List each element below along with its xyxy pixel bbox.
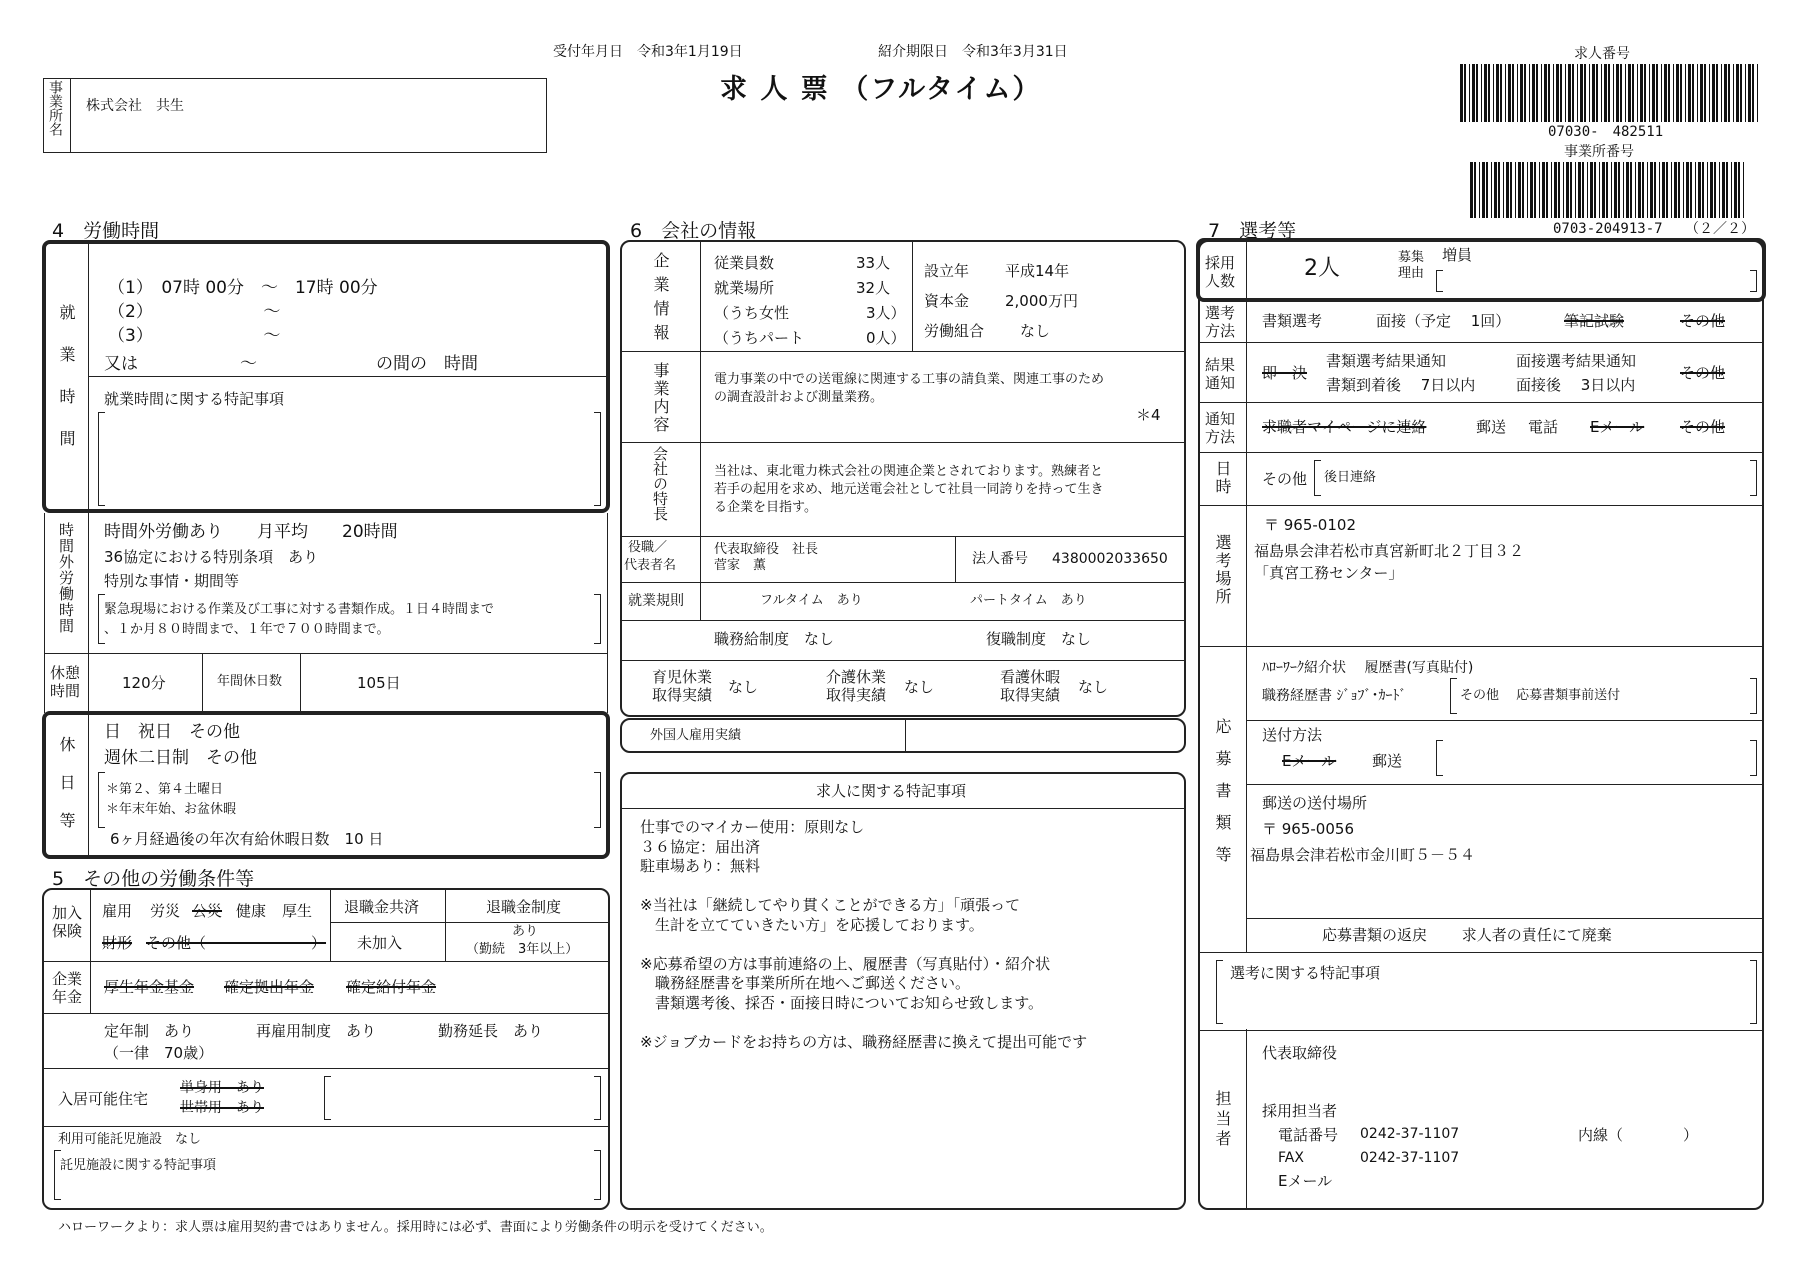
nursing-leave-label-1: 介護休業 (826, 668, 887, 686)
retirement-mutual: 未加入 (357, 934, 403, 952)
documents-1: ﾊﾛｰﾜｰｸ紹介状 履歴書(写真貼付) (1262, 660, 1474, 676)
insurance-public: 公災 (192, 902, 223, 920)
hours-shift-2: （2） ～ (108, 302, 281, 322)
housing-single: 単身用 あり (180, 1080, 264, 1096)
work-rules-full: フルタイム あり (760, 593, 863, 608)
days-off-3: ＊第２、第４土曜日 (106, 782, 224, 797)
phone: 0242-37-1107 (1360, 1126, 1460, 1142)
fax: 0242-37-1107 (1360, 1150, 1460, 1166)
phone-label: 電話番号 (1278, 1126, 1339, 1144)
insurance-health: 健康 (236, 902, 267, 920)
nursing-leave-label-2: 取得実績 (826, 686, 887, 704)
rehire-system: 再雇用制度 あり (256, 1022, 377, 1040)
place-building: 「真宮工務センター」 (1254, 564, 1404, 582)
notice-phone: 電話 (1528, 418, 1559, 436)
pension-db: 確定給付年金 (346, 978, 437, 996)
mail-zip: 〒 965-0056 (1262, 820, 1354, 838)
send-method-label: 送付方法 (1262, 726, 1323, 744)
company-name-box (43, 78, 547, 153)
job-number-label: 求人番号 (1574, 46, 1630, 62)
business-1: 電力事業の中での送電線に関連する工事の請負業、関連工事のため (714, 372, 1105, 387)
employees-label: 従業員数 (714, 254, 775, 272)
documents-2: 職務経歴書 ｼﾞｮﾌﾞ･ｶｰﾄﾞ (1262, 688, 1407, 704)
special-conditions-2: 、１か月８０時間まで、１年で７００時間まで。 (104, 622, 390, 637)
part-time-label: （うちパート (714, 329, 805, 347)
part-time: 0人） (866, 329, 906, 347)
corporate-number-label: 法人番号 (972, 551, 1028, 567)
housing-label: 入居可能住宅 (58, 1090, 149, 1108)
insurance-label: 加入保険 (52, 904, 83, 940)
break-label: 休憩時間 (50, 664, 81, 700)
result-immediate: 即 決 (1262, 364, 1308, 382)
childcare-leave-label-2: 取得実績 (652, 686, 713, 704)
result-docs-days: 書類到着後 7日以内 (1326, 376, 1476, 394)
office-number: 0703-204913-7 (1553, 221, 1663, 237)
datetime: 後日連絡 (1324, 470, 1377, 485)
hours-shift-3: （3） ～ (108, 326, 281, 346)
notice-mypage: 求職者マイページに連絡 (1262, 418, 1427, 436)
insurance-accident: 労災 (150, 902, 181, 920)
features-2: 若手の起用を求め、地元送電会社として社員一同誇りを持って生き (714, 482, 1104, 497)
office-number-barcode (1470, 162, 1748, 218)
send-email: Eメール (1282, 752, 1337, 770)
notice-mail: 郵送 (1476, 418, 1507, 436)
job-notes-title: 求人に関する特記事項 (816, 782, 967, 800)
result-docs: 書類選考結果通知 (1326, 352, 1447, 370)
contact-label: 担当者 (1213, 1090, 1232, 1150)
work-hours-notes-label: 就業時間に関する特記事項 (104, 390, 285, 408)
retirement-mutual-label: 退職金共済 (344, 898, 420, 916)
women-label: （うち女性 (714, 304, 790, 322)
method-written: 筆記試験 (1564, 312, 1625, 330)
nursing-leave: なし (904, 678, 935, 696)
hires: 2人 (1304, 256, 1340, 281)
representative-name: 菅家 薫 (714, 558, 767, 573)
foreign-employment-label: 外国人雇用実績 (650, 728, 742, 743)
place-address: 福島県会津若松市真宮新町北２丁目３２ (1254, 542, 1525, 560)
break-time: 120分 (122, 674, 166, 692)
result-interview-days: 面接後 3日以内 (1516, 376, 1636, 394)
childcare-facility: 利用可能託児施設 なし (58, 1132, 202, 1147)
method-documents: 書類選考 (1262, 312, 1323, 330)
days-off-4: ＊年末年始、お盆休暇 (106, 802, 237, 817)
company-name-label: 事業所名 (47, 80, 63, 136)
mail-address: 福島県会津若松市金川町５－５４ (1250, 846, 1476, 864)
pension-label: 企業年金 (52, 970, 83, 1006)
office-number-label: 事業所番号 (1564, 144, 1634, 160)
retirement-system-label: 退職金制度 (486, 898, 562, 916)
insurance-pension: 厚生 (282, 902, 313, 920)
method-interview: 面接（予定 1回） (1376, 312, 1511, 330)
union: なし (1020, 322, 1051, 340)
pension-dc: 確定拠出年金 (224, 978, 315, 996)
site-employees-label: 就業場所 (714, 279, 775, 297)
retirement-system-years: （勤続 3年以上） (466, 942, 579, 957)
pension-fund: 厚生年金基金 (104, 978, 195, 996)
contact-title: 代表取締役 (1262, 1044, 1338, 1062)
days-off-label: 休日等 (57, 736, 76, 850)
section-4-title: 4 労働時間 (52, 220, 160, 242)
care-leave-label-1: 看護休暇 (1000, 668, 1061, 686)
documents-label: 応募書類等 (1213, 718, 1232, 878)
footer-note: ハローワークより：求人票は雇用契約書ではありません。採用時には必ず、書面により労働条件の明示を受けてください。 (58, 1220, 773, 1235)
place-label: 選考場所 (1213, 534, 1232, 606)
founded-label: 設立年 (924, 262, 970, 280)
retirement-system: あり (512, 924, 539, 939)
women: 3人） (866, 304, 906, 322)
overtime: 時間外労働あり 月平均 20時間 (104, 522, 398, 542)
features-label: 会社の特長 (651, 446, 669, 521)
work-extension: 勤務延長 あり (438, 1022, 544, 1040)
hires-box (1196, 238, 1766, 302)
method-other: その他 (1680, 312, 1726, 330)
annual-holidays: 105日 (357, 674, 401, 692)
capital: 2,000万円 (1005, 292, 1078, 310)
features-1: 当社は、東北電力株式会社の関連企業とされております。熟練者と (714, 464, 1103, 479)
company-info-label: 企業情報 (651, 252, 670, 348)
work-hours-label: 就業時間 (57, 304, 76, 472)
founded: 平成14年 (1005, 262, 1070, 280)
fax-label: FAX (1278, 1150, 1304, 1166)
overtime-label: 時間外労働時間 (57, 522, 75, 634)
referral-deadline: 紹介期限日 令和3年3月31日 (878, 44, 1068, 60)
paid-leave: 6ヶ月経過後の年次有給休暇日数 10 日 (110, 830, 384, 848)
representative-label-2: 代表者名 (624, 558, 677, 573)
childcare-leave: なし (728, 678, 759, 696)
care-leave-label-2: 取得実績 (1000, 686, 1061, 704)
business-note: ＊4 (1136, 406, 1161, 424)
retirement-age-detail: （一律 70歳） (104, 1044, 214, 1062)
notice-email: Eメール (1590, 418, 1645, 436)
special-conditions-label: 特別な事情・期間等 (104, 572, 240, 590)
business-2: の調査設計および測量業務。 (714, 390, 884, 405)
insurance-employment: 雇用 (102, 902, 133, 920)
job-number: 07030- 482511 (1548, 124, 1664, 140)
days-off-1: 日 祝日 その他 (104, 722, 240, 742)
section-7-title: 7 選考等 (1208, 220, 1297, 242)
datetime-other: その他 (1262, 470, 1308, 488)
reinstatement-system: 復職制度 なし (986, 630, 1092, 648)
hours-shift-1: （1） 07時 00分 ～ 17時 00分 (108, 278, 378, 298)
insurance-other: その他（ ） (146, 934, 327, 952)
selection-box (1198, 240, 1764, 1210)
documents-return: 応募書類の返戻 求人者の責任にて廃棄 (1322, 926, 1612, 944)
method-label: 選考方法 (1205, 304, 1236, 340)
email-label: Eメール (1278, 1172, 1333, 1190)
business-label: 事業内容 (651, 362, 670, 434)
days-off-2: 週休二日制 その他 (104, 748, 257, 768)
childcare-notes-label: 託児施設に関する特記事項 (60, 1158, 217, 1173)
capital-label: 資本金 (924, 292, 970, 310)
features-3: る企業を目指す。 (714, 500, 817, 515)
section-5-title: 5 その他の労働条件等 (52, 868, 255, 890)
job-notes-text: 仕事でのマイカー使用：原則なし ３６協定：届出済 駐車場あり：無料 ※当社は「継続してやり貫くことができる方」「頑張って 生計を立てていきたい方」を応援しております。 ※応募希望の方は事前連絡の上、履歴書（写真貼付）・紹介状 職務経歴書を事業所所在地へご郵送ください。 書類選考後、採否・面接日時についてお知らせ致します。 ※ジョブカードをお持ちの方は、職務経歴書に換えて提出可能です (640, 818, 1088, 1051)
reason: 増員 (1442, 246, 1473, 264)
notice-other: その他 (1680, 418, 1726, 436)
page-number: （２／２） (1685, 221, 1755, 237)
work-rules-part: パートタイム あり (970, 593, 1087, 608)
reason-label: 募集理由 (1398, 250, 1425, 281)
work-rules-label: 就業規則 (628, 593, 684, 609)
job-wage-system: 職務給制度 なし (714, 630, 835, 648)
documents-other: その他 応募書類事前送付 (1460, 688, 1621, 703)
result-interview: 面接選考結果通知 (1516, 352, 1637, 370)
result-other: その他 (1680, 364, 1726, 382)
representative-label-1: 役職／ (628, 540, 668, 555)
job-number-barcode (1460, 64, 1760, 122)
care-leave: なし (1078, 678, 1109, 696)
contact-person: 採用担当者 (1262, 1102, 1338, 1120)
send-mail: 郵送 (1372, 752, 1403, 770)
company-name: 株式会社 共生 (86, 98, 184, 114)
site-employees: 32人 (856, 279, 891, 297)
insurance-savings: 財形 (102, 934, 133, 952)
hours-or: 又は ～ の間の 時間 (104, 354, 478, 374)
result-label: 結果通知 (1205, 356, 1236, 392)
union-label: 労働組合 (924, 322, 985, 340)
employees: 33人 (856, 254, 891, 272)
section-6-title: 6 会社の情報 (630, 220, 757, 242)
hires-label: 採用人数 (1205, 254, 1236, 290)
special-conditions-1: 緊急現場における作業及び工事に対する書類作成。１日４時間まで (104, 602, 495, 617)
representative-title: 代表取締役 社長 (714, 542, 819, 557)
extension: 内線（ ） (1578, 1126, 1699, 1144)
housing-family: 世帯用 あり (180, 1100, 264, 1116)
page-title: 求 人 票 （フルタイム） (720, 74, 1042, 105)
datetime-label: 日時 (1213, 460, 1232, 496)
article-36: 36協定における特別条項 あり (104, 548, 319, 566)
childcare-leave-label-1: 育児休業 (652, 668, 713, 686)
place-zip: 〒 965-0102 (1264, 516, 1356, 534)
notice-label: 通知方法 (1205, 410, 1236, 446)
annual-holidays-label: 年間休日数 (217, 674, 283, 689)
mail-place-label: 郵送の送付場所 (1262, 794, 1368, 812)
selection-notes-label: 選考に関する特記事項 (1230, 964, 1381, 982)
corporate-number: 4380002033650 (1052, 551, 1168, 567)
retirement-age: 定年制 あり (104, 1022, 195, 1040)
received-date: 受付年月日 令和3年1月19日 (553, 44, 743, 60)
